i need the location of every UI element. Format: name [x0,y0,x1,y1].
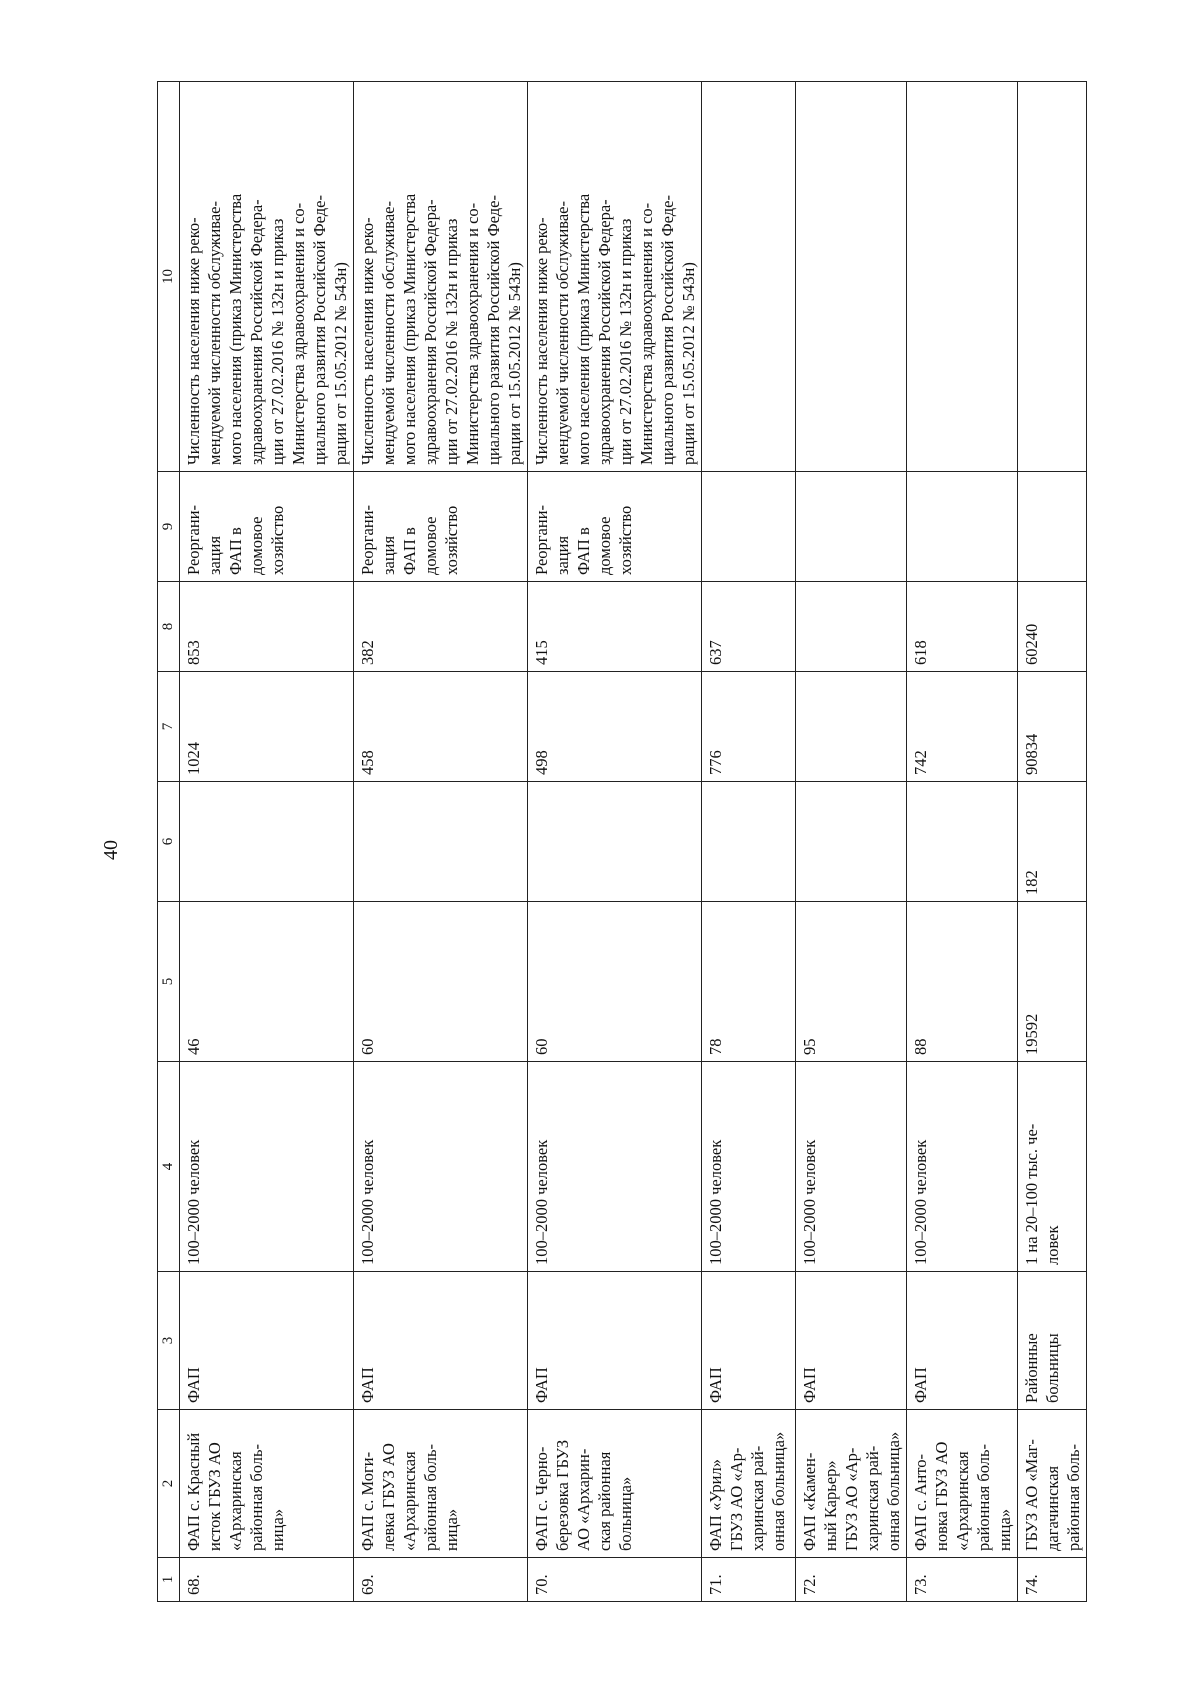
cell-col7: 498 [528,672,702,782]
cell-facility: ФАП «Урил» ГБУЗ АО «Ар- харинская рай- онная больница» [702,1410,796,1558]
cell-number: 72. [796,1558,907,1602]
table-row [354,82,528,1602]
cell-col8: 853 [180,582,354,672]
cell-norm: 1 на 20–100 тыс. че- ловек [1018,1062,1087,1272]
cell-facility: ФАП с. Красный исток ГБУЗ АО «Архаринская районная боль- ница» [180,1410,354,1558]
cell-number: 71. [702,1558,796,1602]
cell-action: Реоргани- зация ФАП в домовое хозяйство [354,472,528,582]
cell-col6 [528,782,702,902]
column-header: 10 [158,82,180,472]
cell-type: ФАП [528,1272,702,1410]
cell-col7: 90834 [1018,672,1087,782]
cell-norm: 100–2000 человек [354,1062,528,1272]
cell-norm: 100–2000 человек [528,1062,702,1272]
cell-col5: 78 [702,902,796,1062]
table-row [1018,82,1087,1602]
cell-number: 73. [907,1558,1018,1602]
column-header: 4 [158,1062,180,1272]
cell-type: ФАП [180,1272,354,1410]
cell-action: Реоргани- зация ФАП в домовое хозяйство [528,472,702,582]
cell-col6: 182 [1018,782,1087,902]
cell-action [702,472,796,582]
cell-reason [796,82,907,472]
cell-norm: 100–2000 человек [796,1062,907,1272]
cell-reason [702,82,796,472]
column-header: 7 [158,672,180,782]
cell-norm: 100–2000 человек [907,1062,1018,1272]
column-header: 5 [158,902,180,1062]
column-header: 8 [158,582,180,672]
column-header: 1 [158,1558,180,1602]
cell-col8: 637 [702,582,796,672]
cell-action [796,472,907,582]
cell-col7: 742 [907,672,1018,782]
table-row [702,82,796,1602]
cell-col5: 88 [907,902,1018,1062]
cell-col6 [702,782,796,902]
cell-type: Районные больницы [1018,1272,1087,1410]
cell-norm: 100–2000 человек [702,1062,796,1272]
cell-action [1018,472,1087,582]
facilities-table [157,81,1087,1602]
column-header: 9 [158,472,180,582]
cell-col7: 776 [702,672,796,782]
cell-col8: 60240 [1018,582,1087,672]
cell-col7 [796,672,907,782]
cell-col6 [796,782,907,902]
cell-col5: 19592 [1018,902,1087,1062]
cell-reason: Численность населения ниже реко- мендуемой численности обслуживае- мого населения (приказ Министерства здравоохранения Российской Федера- ции от 27.02.2016 № 132н и приказ Министерства здравоохранения и со- циального развития Российской Феде- рации от 15.05.2012 № 543н) [180,82,354,472]
cell-col6 [907,782,1018,902]
table-row [796,82,907,1602]
column-header: 2 [158,1410,180,1558]
cell-number: 70. [528,1558,702,1602]
cell-facility: ГБУЗ АО «Маг- дагачинская районная боль- [1018,1410,1087,1558]
cell-type: ФАП [354,1272,528,1410]
cell-reason [907,82,1018,472]
cell-reason: Численность населения ниже реко- мендуемой численности обслуживае- мого населения (приказ Министерства здравоохранения Российской Федера- ции от 27.02.2016 № 132н и приказ Министерства здравоохранения и со- циального развития Российской Феде- рации от 15.05.2012 № 543н) [528,82,702,472]
cell-facility: ФАП с. Анто- новка ГБУЗ АО «Архаринская районная боль- ница» [907,1410,1018,1558]
table-row [907,82,1018,1602]
cell-col5: 60 [528,902,702,1062]
table-header-row [158,82,180,1602]
cell-reason: Численность населения ниже реко- мендуемой численности обслуживае- мого населения (приказ Министерства здравоохранения Российской Федера- ции от 27.02.2016 № 132н и приказ Министерства здравоохранения и со- циального развития Российской Феде- рации от 15.05.2012 № 543н) [354,82,528,472]
cell-facility: ФАП с. Черно- березовка ГБУЗ АО «Архарин- ская районная больница» [528,1410,702,1558]
table-row [528,82,702,1602]
cell-col5: 46 [180,902,354,1062]
cell-col5: 95 [796,902,907,1062]
cell-action [907,472,1018,582]
cell-col7: 1024 [180,672,354,782]
table-row [180,82,354,1602]
cell-number: 74. [1018,1558,1087,1602]
cell-number: 68. [180,1558,354,1602]
cell-col6 [354,782,528,902]
cell-col8 [796,582,907,672]
cell-facility: ФАП «Камен- ный Карьер» ГБУЗ АО «Ар- харинская рай- онная больница» [796,1410,907,1558]
rotated-table-container [157,82,1083,1602]
cell-col5: 60 [354,902,528,1062]
cell-col6 [180,782,354,902]
cell-type: ФАП [702,1272,796,1410]
cell-action: Реоргани- зация ФАП в домовое хозяйство [180,472,354,582]
column-header: 6 [158,782,180,902]
cell-type: ФАП [796,1272,907,1410]
cell-type: ФАП [907,1272,1018,1410]
cell-col8: 618 [907,582,1018,672]
cell-norm: 100–2000 человек [180,1062,354,1272]
cell-number: 69. [354,1558,528,1602]
cell-reason [1018,82,1087,472]
cell-col8: 415 [528,582,702,672]
cell-col8: 382 [354,582,528,672]
page-number: 40 [100,840,122,860]
cell-facility: ФАП с. Моги- левка ГБУЗ АО «Архаринская районная боль- ница» [354,1410,528,1558]
cell-col7: 458 [354,672,528,782]
column-header: 3 [158,1272,180,1410]
